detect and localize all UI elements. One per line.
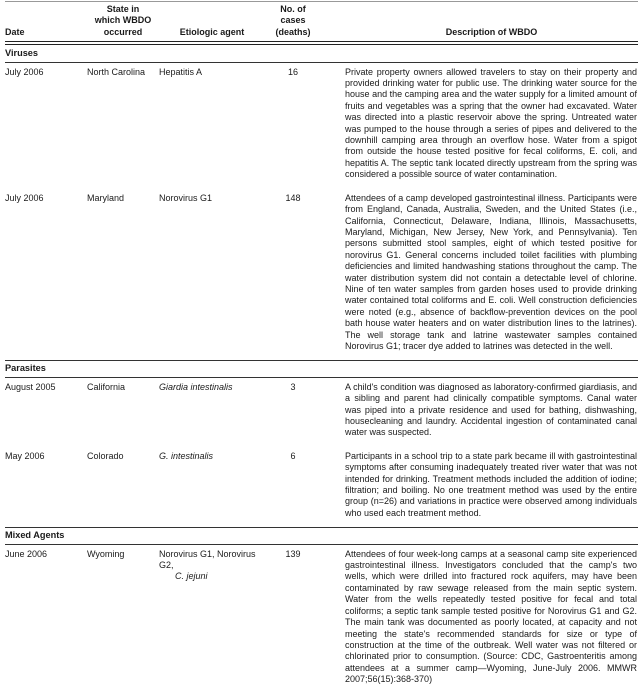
row-state: Wyoming [87,548,125,559]
row-state: Colorado [87,450,124,461]
row-date: July 2006 [5,66,44,77]
table-top-rule [5,1,638,2]
row-etiologic-agent: Norovirus G1 [159,192,213,203]
table-row [5,545,638,686]
section-mixed-agents [5,527,638,685]
row-description: Attendees of four week-long camps at a seasonal camp site experienced gastrointestinal illness. Investigators concluded that the camp's two wells, which were drilled into fractured rock aquifers, may have been contaminated by raw sewage released from the main septic system. Water from the wells repeatedly tested positive for fecal and total coliforms; a septic tank sample tested positive for Norovirus G1 and G2. The main tank was documented as poorly located, at capacity and not meeting the state's recommended standards for size or type of construction at the time of the outbreak. Well water was not filtered or chlorinated prior to consumption. (Source: CDC, Gastroenteritis among attendees at a summer camp—Wyoming, June-July 2006. MMWR 2007;56(15):368-370) [345,548,637,685]
table-row [5,447,638,519]
section-viruses [5,46,638,352]
column-header-cases [265,4,321,38]
row-case-count: 6 [290,450,296,461]
row-description: Participants in a school trip to a state park became ill with gastrointestinal symptoms after consuming inadequately treated river water that was not intended for drinking. Treatment methods included the addition of iodine; filtration; and boiling. No one treatment method was used by the entire group (n=26) and variations in practice were observed among individuals who used each treatment method. [345,450,637,518]
row-date: June 2006 [5,548,48,559]
row-etiologic-agent-line1: Norovirus G1, Norovirus G2, [159,548,256,571]
column-header-state-line1: State in [106,4,140,14]
column-header-cases-line1: No. of [280,4,306,14]
row-date: August 2005 [5,381,56,392]
row-case-count: 139 [285,548,301,559]
row-date: May 2006 [5,450,45,461]
column-header-cases-line2: cases [280,15,306,26]
row-state: Maryland [87,192,125,203]
table-row [5,63,638,181]
row-etiologic-agent [159,549,265,583]
row-case-count: 16 [287,66,298,77]
row-etiologic-agent: G. intestinalis [159,450,214,461]
section-header-parasites: Parasites [5,363,46,374]
column-header-etiologic-agent: Etiologic agent [179,26,245,37]
column-header-state [87,4,159,38]
column-header-date: Date [5,26,25,37]
row-etiologic-agent-line2: C. jejuni [175,571,208,582]
header-double-rule [5,41,638,45]
table-row [5,189,638,353]
row-date: July 2006 [5,192,44,203]
section-header-viruses: Viruses [5,48,39,59]
row-case-count: 148 [285,192,301,203]
section-parasites [5,360,638,519]
column-header-cases-line3: (deaths) [275,26,311,37]
row-description: Attendees of a camp developed gastrointestinal illness. Participants were from England, Canada, Australia, Sweden, and the United States (i.e., California, Connecticut, Delaware, Indiana, Illinois, Massachusetts, Maryland, Michigan, New Jersey, New York, and Pennsylvania). Ten persons submitted stool samples, eight of which tested positive for norovirus G1. General concerns included toilet facilities with plumbing deficiencies and limited handwashing stations throughout the camp. The water distribution system did not contain a detectable level of chlorine. Nine of ten water samples from garden hoses used to provide drinking water contained total coliforms and E. coli. Well construction deficiencies were noted (e.g., absence of backflow-prevention devices on the pool bath house water heaters and on water distribution lines to the latrines). The well storage tank and latrine wastewater samples contained Norovirus G1; tracer dye added to latrines was detected in the well. [345,192,637,351]
table-header-row [5,4,638,41]
row-state: California [87,381,126,392]
row-description: A child's condition was diagnosed as laboratory-confirmed giardiasis, and a sibling and parent had clinically compatible symptoms. Canal water was piped into a private residence and used for bathing, dishwashing, housecleaning and laundry. Accidental ingestion of contaminated canal water was suspected. [345,381,637,438]
row-state: North Carolina [87,66,146,77]
row-description: Private property owners allowed travelers to stay on their property and provided drinking water for public use. The drinking water source for the house and the camping area and the water supply for a limited amount of fruits and vegetables was a spring that the owner had excavated. Water was directed into a plastic reservoir above the spring. Untreated water was pumped to the house through a series of pipes and delivered to the downhill camping area through an overflow hose. Water from a spigot from outside the house tested positive for fecal coliforms, E. coli, and hepatitis A. The septic tank located directly upstream from the spring was considered a possible source of water contamination. [345,66,637,180]
section-header-mixed-agents: Mixed Agents [5,530,65,541]
table-row [5,378,638,439]
row-case-count: 3 [290,381,296,392]
column-header-description: Description of WBDO [445,26,538,37]
row-etiologic-agent: Hepatitis A [159,66,203,77]
row-etiologic-agent: Giardia intestinalis [159,381,233,392]
column-header-state-line2: which WBDO [94,15,152,26]
column-header-state-line3: occurred [103,26,143,37]
